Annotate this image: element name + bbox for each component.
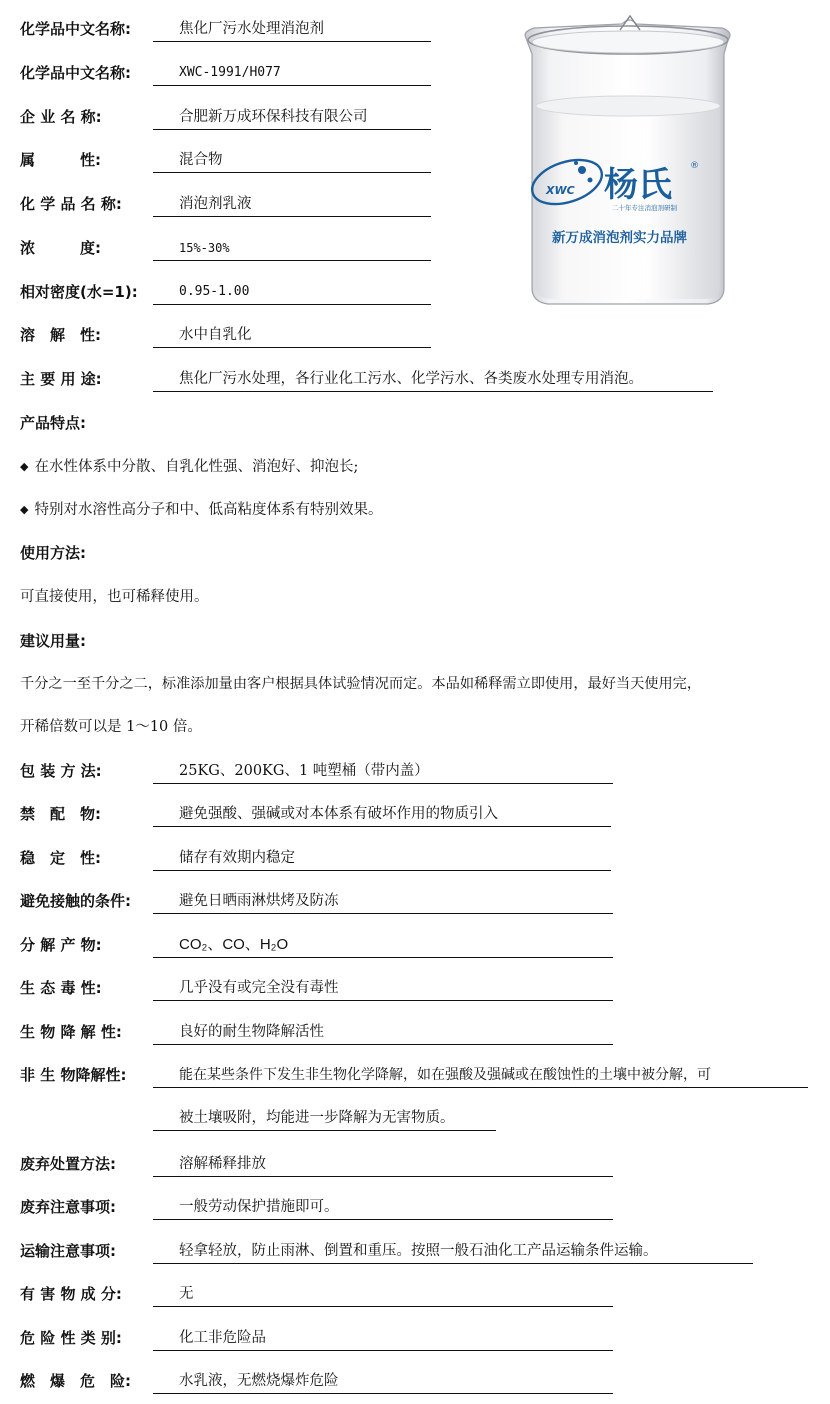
field-label: 生 态 毒 性: bbox=[20, 979, 102, 997]
field-value-line bbox=[153, 17, 431, 42]
field-label: 属 性: bbox=[20, 151, 101, 169]
diamond-bullet-icon: ◆ bbox=[20, 460, 29, 473]
field-label: 危 险 性 类 别: bbox=[20, 1329, 122, 1347]
field-value-line bbox=[153, 192, 431, 217]
field-label: 相对密度(水=1): bbox=[20, 283, 138, 301]
field-value: 储存有效期内稳定 bbox=[179, 850, 295, 866]
field-label: 有 害 物 成 分: bbox=[20, 1285, 122, 1303]
field-value: 水中自乳化 bbox=[179, 327, 252, 343]
field-value: 被土壤吸附，均能进一步降解为无害物质。 bbox=[179, 1110, 455, 1126]
field-value: 焦化厂污水处理消泡剂 bbox=[179, 21, 324, 37]
field-value-line bbox=[153, 236, 431, 261]
field-value: 避免日晒雨淋烘烤及防冻 bbox=[179, 893, 339, 909]
field-value: 0.95-1.00 bbox=[179, 284, 250, 299]
field-value: 消泡剂乳液 bbox=[179, 196, 252, 212]
field-label: 避免接触的条件: bbox=[20, 892, 131, 910]
field-label: 运输注意事项: bbox=[20, 1242, 116, 1260]
diamond-bullet-icon: ◆ bbox=[20, 503, 29, 516]
field-label: 稳 定 性: bbox=[20, 849, 101, 867]
field-label: 生 物 降 解 性: bbox=[20, 1023, 122, 1041]
dosage-text-line1: 千分之一至千分之二，标准添加量由客户根据具体试验情况而定。本品如稀释需立即使用，最好当天使用完， bbox=[20, 676, 702, 692]
field-value-line bbox=[153, 1282, 613, 1307]
field-value-line bbox=[153, 889, 613, 914]
dosage-heading: 建议用量: bbox=[20, 632, 86, 650]
usage-heading: 使用方法: bbox=[20, 544, 86, 562]
field-value-line bbox=[153, 1152, 613, 1177]
field-label: 分 解 产 物: bbox=[20, 936, 102, 954]
beaker-icon bbox=[512, 10, 740, 310]
field-value-line bbox=[153, 1106, 496, 1131]
field-value: 良好的耐生物降解活性 bbox=[179, 1024, 324, 1040]
brand-name: 杨氏 bbox=[604, 165, 672, 205]
field-value: 轻拿轻放，防止雨淋、倒置和重压。按照一般石油化工产品运输条件运输。 bbox=[179, 1243, 658, 1259]
field-value: 25KG、200KG、1 吨塑桶（带内盖） bbox=[179, 763, 429, 779]
field-value: 能在某些条件下发生非生物化学降解，如在强酸及强碱或在酸蚀性的土壤中被分解，可 bbox=[179, 1067, 711, 1083]
field-label: 废弃注意事项: bbox=[20, 1198, 116, 1216]
field-label: 非 生 物降解性: bbox=[20, 1066, 127, 1084]
dosage-text-line2: 开稀倍数可以是 1～10 倍。 bbox=[20, 719, 202, 735]
field-value-line bbox=[153, 1369, 613, 1394]
field-label: 包 装 方 法: bbox=[20, 762, 102, 780]
feature-item: ◆ 在水性体系中分散、自乳化性强、消泡好、抑泡长; bbox=[20, 459, 359, 475]
brand-tagline: 二十年专注消泡剂研制 bbox=[612, 204, 677, 212]
field-value-line bbox=[153, 846, 611, 871]
field-value: 化工非危险品 bbox=[179, 1330, 266, 1346]
field-value-line bbox=[153, 802, 611, 827]
field-value-line bbox=[153, 148, 431, 173]
brand-slogan: 新万成消泡剂实力品牌 bbox=[552, 230, 687, 246]
field-label: 化 学 品 名 称: bbox=[20, 195, 122, 213]
field-label: 燃 爆 危 险: bbox=[20, 1372, 131, 1390]
field-label: 浓 度: bbox=[20, 239, 101, 257]
field-value: 焦化厂污水处理，各行业化工污水、化学污水、各类废水处理专用消泡。 bbox=[179, 371, 643, 387]
field-value-line bbox=[153, 1195, 613, 1220]
field-value: 混合物 bbox=[179, 152, 223, 168]
field-value: XWC-1991/H077 bbox=[179, 65, 281, 80]
field-value-line bbox=[153, 323, 431, 348]
field-label: 废弃处置方法: bbox=[20, 1155, 116, 1173]
field-label: 化学品中文名称: bbox=[20, 64, 131, 82]
field-value: 避免强酸、强碱或对本体系有破坏作用的物质引入 bbox=[179, 806, 498, 822]
field-value-line bbox=[153, 61, 431, 86]
field-value-line bbox=[153, 280, 431, 305]
field-label: 溶 解 性: bbox=[20, 326, 101, 344]
field-value: 溶解稀释排放 bbox=[179, 1156, 266, 1172]
field-value-line bbox=[153, 1239, 753, 1264]
field-value-line bbox=[153, 933, 613, 958]
svg-text:®: ® bbox=[690, 161, 699, 171]
field-value: 15%-30% bbox=[179, 241, 230, 255]
field-value: 几乎没有或完全没有毒性 bbox=[179, 980, 339, 996]
field-value-line bbox=[153, 1020, 613, 1045]
features-heading: 产品特点: bbox=[20, 414, 86, 432]
feature-item: ◆ 特别对水溶性高分子和中、低高粘度体系有特别效果。 bbox=[20, 502, 383, 518]
field-value: 无 bbox=[179, 1286, 194, 1302]
field-label: 化学品中文名称: bbox=[20, 20, 131, 38]
field-value-line bbox=[153, 1063, 808, 1088]
field-label: 企 业 名 称: bbox=[20, 108, 102, 126]
field-value: CO₂、CO、H₂O bbox=[179, 936, 289, 953]
field-value-line bbox=[153, 367, 713, 392]
field-value-line bbox=[153, 759, 613, 784]
field-value-line bbox=[153, 105, 431, 130]
usage-text: 可直接使用，也可稀释使用。 bbox=[20, 589, 209, 605]
brand-mark: XWC bbox=[546, 184, 575, 197]
field-value-line bbox=[153, 976, 613, 1001]
field-value-line bbox=[153, 1326, 613, 1351]
field-value: 合肥新万成环保科技有限公司 bbox=[179, 109, 368, 125]
field-label: 主 要 用 途: bbox=[20, 370, 102, 388]
field-value: 一般劳动保护措施即可。 bbox=[179, 1199, 339, 1215]
field-label: 禁 配 物: bbox=[20, 805, 101, 823]
field-value: 水乳液，无燃烧爆炸危险 bbox=[179, 1373, 339, 1389]
